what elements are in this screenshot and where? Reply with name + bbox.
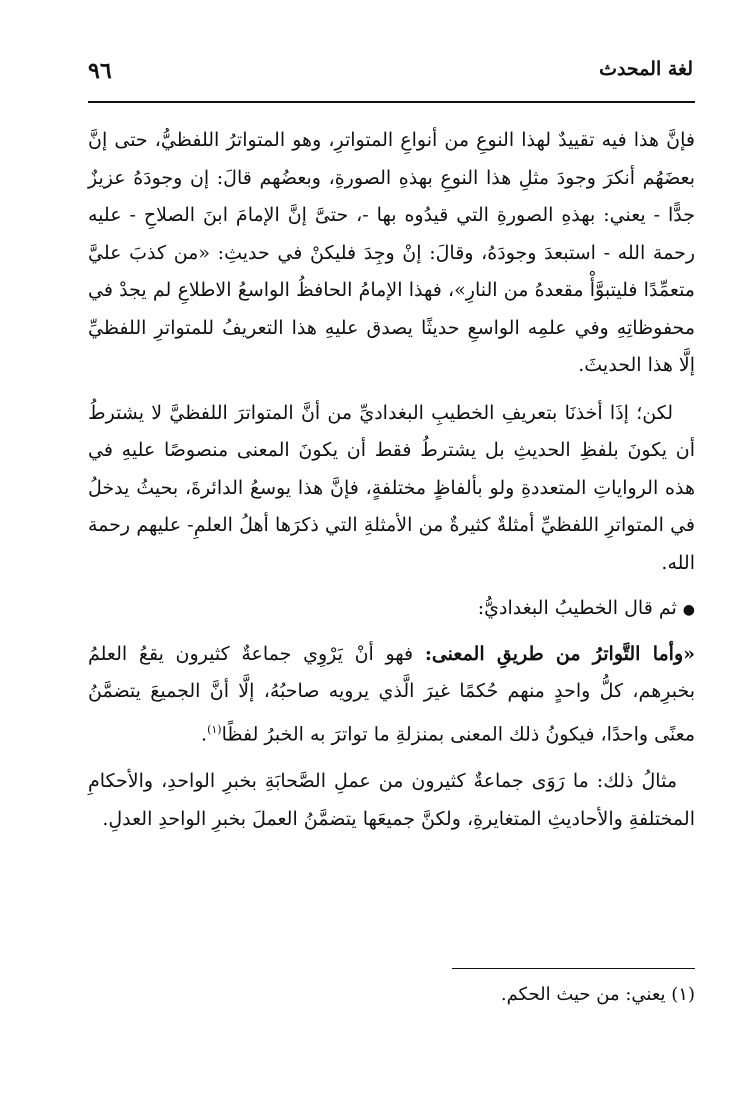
page-number: ٩٦ <box>88 58 112 84</box>
footnote: (١) يعني: من حيث الحكم. <box>500 984 695 1005</box>
header-divider <box>88 101 695 103</box>
bullet-text: ثم قال الخطيبُ البغداديُّ: <box>477 597 677 619</box>
quote-block <box>88 636 695 754</box>
body-text <box>88 122 695 838</box>
footnote-ref: (١) <box>207 722 222 736</box>
running-title: لغة المحدث <box>599 58 693 80</box>
bullet-dot-icon: ● <box>682 602 695 618</box>
example-paragraph: مثالُ ذلك: ما رَوَى جماعةٌ كثيرون من عملِ الصَّحابَةِ بخبرِ الواحدِ، والأحكامِ المختلفةِ والأحاديثِ المتغايرةِ، ولكنَّ جميعَها يتضمَّنُ العملَ بخبرِ الواحدِ العدلِ. <box>88 770 695 830</box>
paragraph-1: فإنَّ هذا فيه تقييدٌ لهذا النوعِ من أنواعِ المتواترِ، وهو المتواترُ اللفظيُّ، حتى إنَّ بعضَهُم أنكرَ وجودَ مثلِ هذا النوعِ بهذهِ الصورةِ، وبعضُهم قالَ: إن وجودَهُ عزيزٌ جدًّا - يعني: بهذهِ الصورةِ التي قيدُوه بها -، حتىَّ إنَّ الإمامَ ابنَ الصلاحِ - عليه رحمة الله - استبعدَ وجودَهُ، وقالَ: إنْ وجِدَ فليكنْ في حديثِ: «من كذبَ عليَّ متعمِّدًا فليتبوَّأْ مقعدهُ من النارِ»، فهذا الإمامُ الحافظُ الواسعُ الاطلاعِ لم يجدْ في محفوظاتِهِ وفي علمِه الواسعِ حديثًا يصدق عليهِ هذا التعريفُ للمتواترِ اللفظيِّ إلَّا هذا الحديثَ. <box>88 129 695 376</box>
quote-lead: «وأما التَّواترُ من طريقِ المعنى: <box>424 642 695 665</box>
page-header <box>88 58 693 98</box>
quote-end: . <box>201 722 208 745</box>
bullet-paragraph <box>88 590 695 630</box>
quote-rest: فهو أنْ يَرْوِي جماعةٌ كثيرون يقعُ العلمُ بخبرِهم، كلُّ واحدٍ منهم حُكمًا غيرَ الَّذي يرويه صاحبُهُ، إلَّا أنَّ الجميعَ يتضمَّنُ معنًى واحدًا، فيكونُ ذلك المعنى بمنزلةِ ما تواترَ به الخبرُ لفظًا <box>88 642 695 745</box>
footnote-divider <box>452 968 695 969</box>
paragraph-2: لكن؛ إذَا أخذنَا بتعريفِ الخطيبِ البغداديِّ من أنَّ المتواترَ اللفظيَّ لا يشترطُ أن يكونَ بلفظِ الحديثِ بل يشترطُ فقط أن يكونَ المعنى منصوصًا عليهِ في هذه الرواياتِ المتعددةِ ولو بألفاظٍ مختلفةٍ، فإنَّ هذا يوسعُ الدائرةَ، بحيثُ يدخلُ في المتواترِ اللفظيِّ أمثلةٌ كثيرةٌ من الأمثلةِ التي ذكرَها أهلُ العلمِ- عليهم رحمة الله. <box>88 401 695 574</box>
